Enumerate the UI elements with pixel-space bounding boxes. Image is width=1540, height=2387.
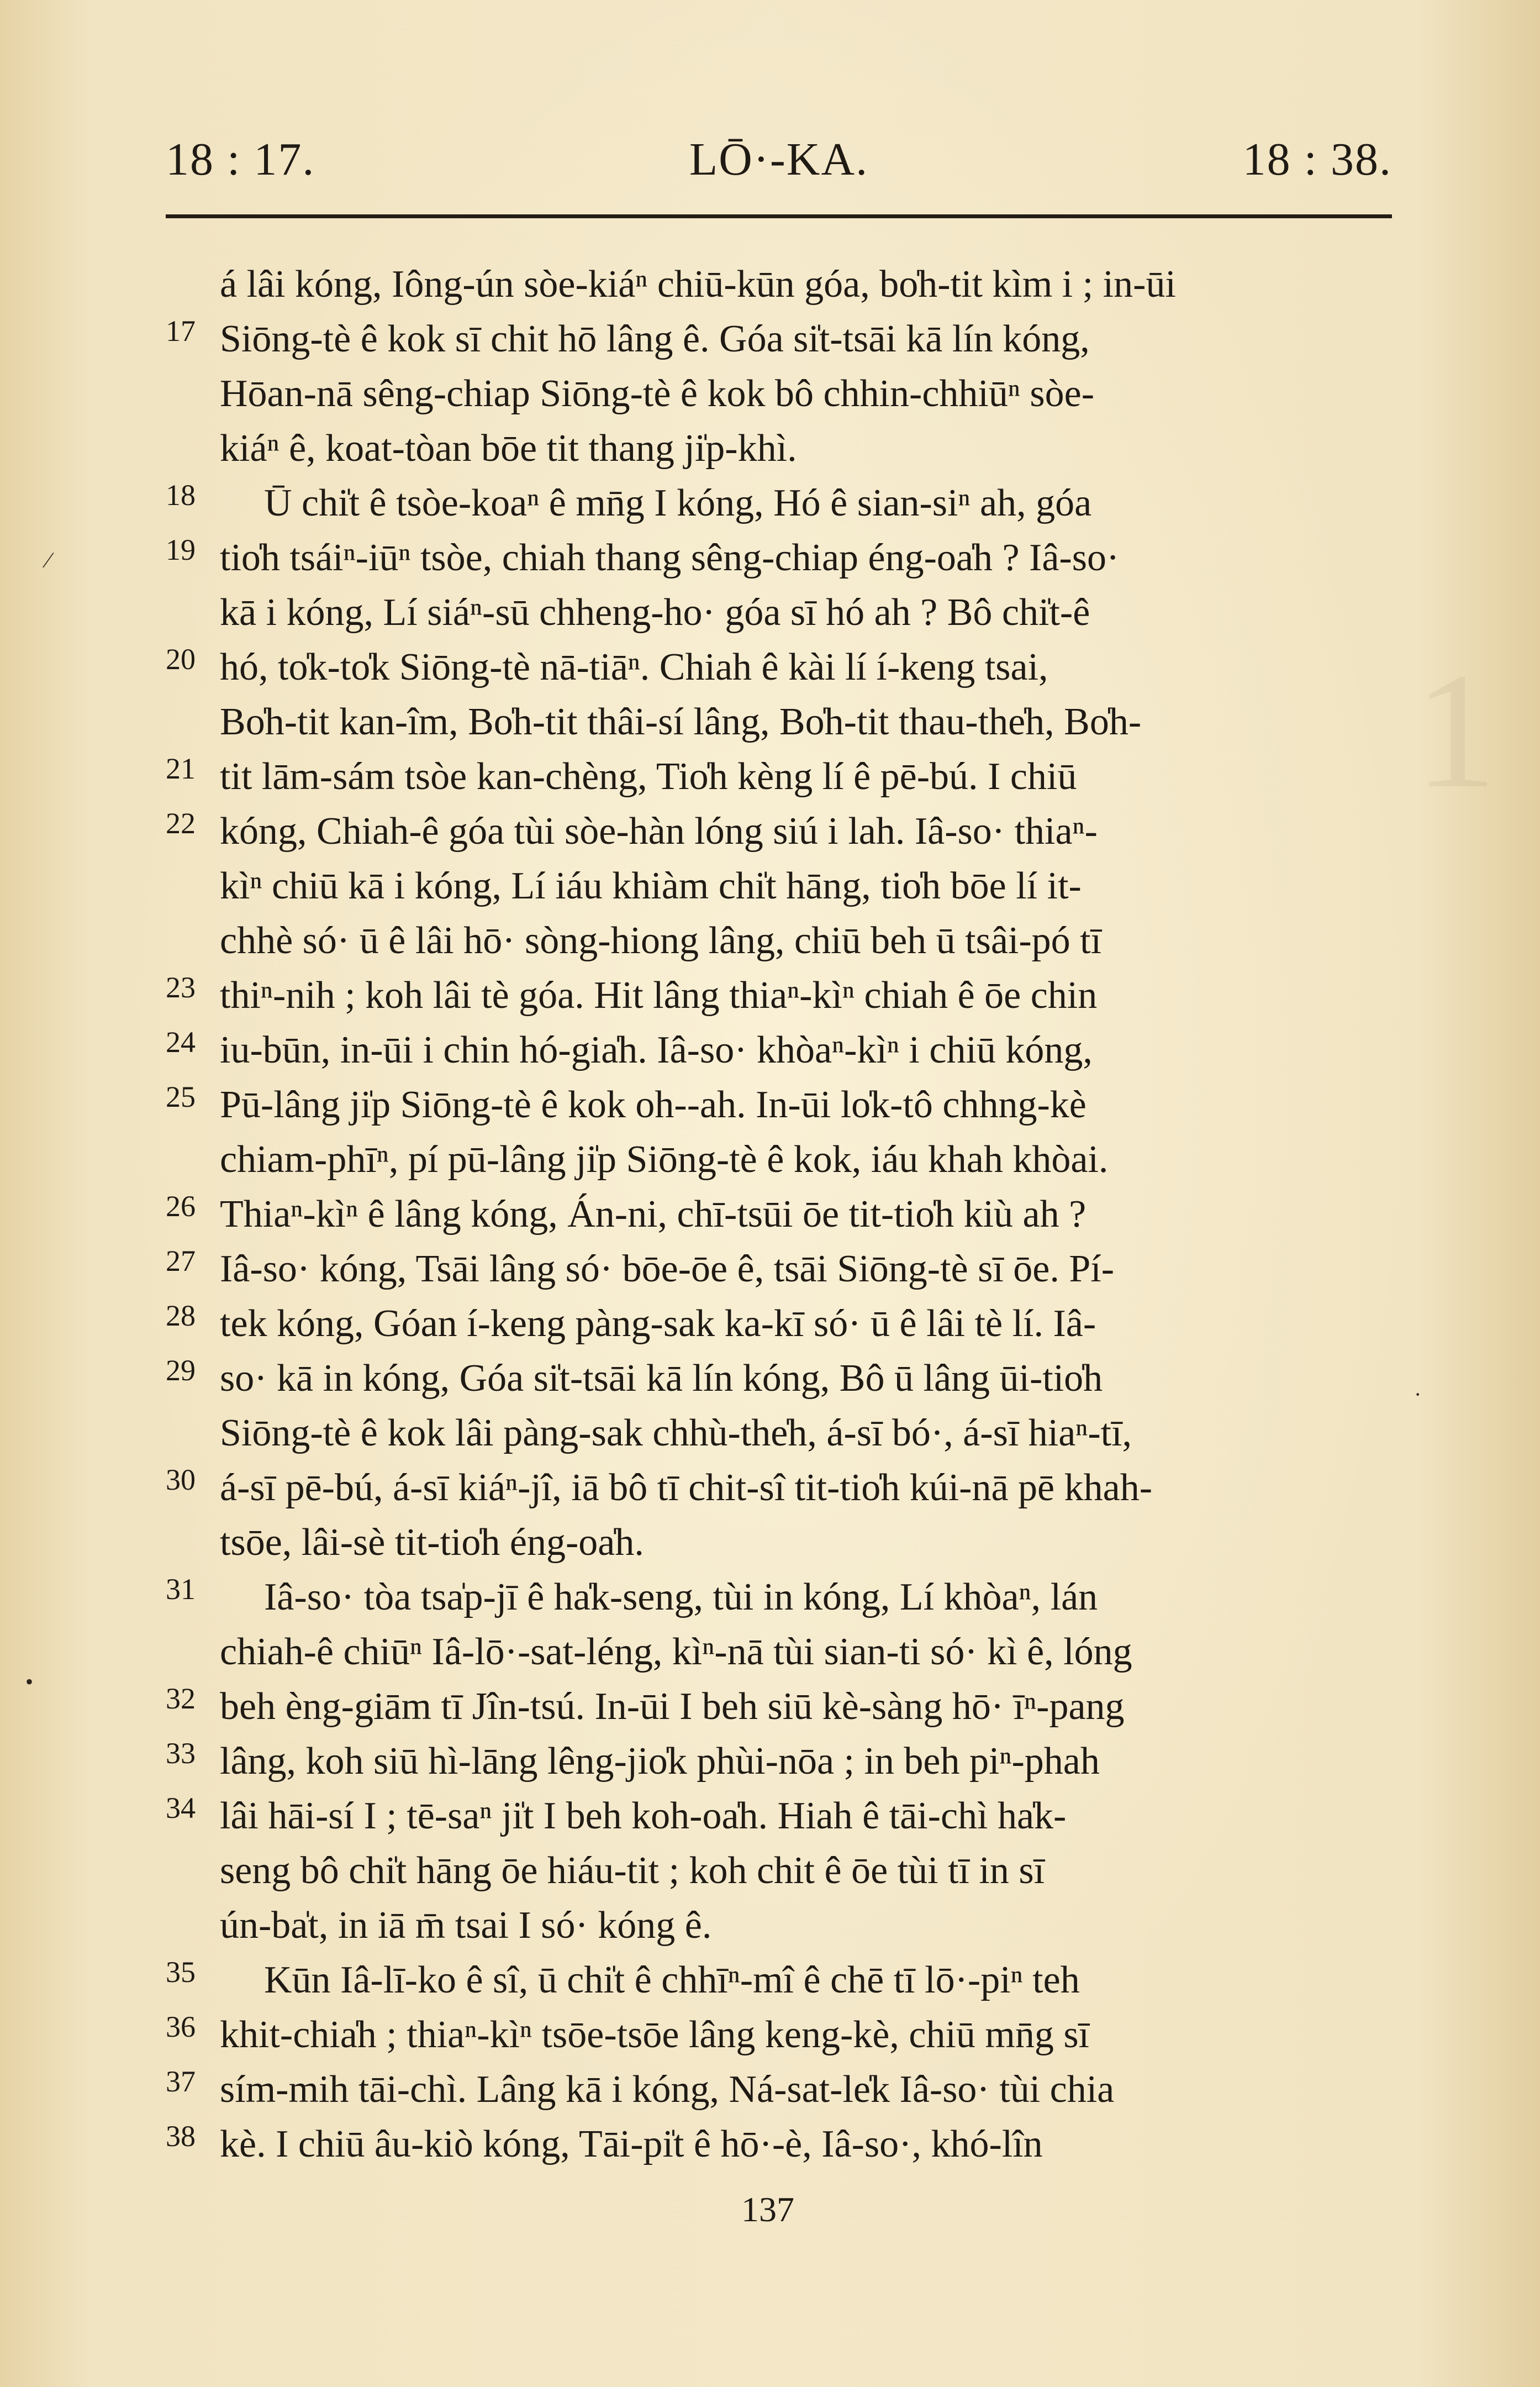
line-text: thiⁿ-nih ; koh lâi tè góa. Hit lâng thiaⁿ-kìⁿ chiah ê ōe chin bbox=[220, 974, 1098, 1017]
text-line bbox=[166, 1953, 1436, 2007]
text-line bbox=[166, 1734, 1436, 1789]
text-line bbox=[166, 1624, 1436, 1679]
verse-number: 26 bbox=[166, 1190, 196, 1223]
line-text: kā i kóng, Lí siáⁿ-sū chheng-ho· góa sī hó ah ? Bô chi̍t-ê bbox=[220, 591, 1090, 634]
text-line bbox=[166, 1460, 1436, 1515]
line-text: hó, to̍k-to̍k Siōng-tè nā-tiāⁿ. Chiah ê kài lí í-keng tsai, bbox=[220, 646, 1048, 688]
page-number: 137 bbox=[741, 2190, 794, 2229]
text-line bbox=[166, 1515, 1436, 1570]
text-line bbox=[166, 749, 1436, 804]
line-text: sím-mih tāi-chì. Lâng kā i kóng, Ná-sat-le̍k Iâ-so· tùi chia bbox=[220, 2068, 1115, 2111]
verse-number: 19 bbox=[166, 533, 196, 566]
line-text: Iâ-so· tòa tsa̍p-jī ê ha̍k-seng, tùi in kóng, Lí khòaⁿ, lán bbox=[264, 1576, 1098, 1618]
verse-number: 37 bbox=[166, 2065, 196, 2098]
line-text: tio̍h tsáiⁿ-iūⁿ tsòe, chiah thang sêng-chiap éng-oa̍h ? Iâ-so· bbox=[220, 537, 1120, 579]
text-line bbox=[166, 585, 1436, 640]
running-header bbox=[166, 133, 1392, 210]
header-verse-start: 18 : 17. bbox=[166, 134, 315, 185]
line-text: kóng, Chiah-ê góa tùi sòe-hàn lóng siú i lah. Iâ-so· thiaⁿ- bbox=[220, 810, 1098, 853]
line-text: Kūn Iâ-lī-ko ê sî, ū chi̍t ê chhīⁿ-mî ê chē tī lō·-piⁿ teh bbox=[264, 1959, 1080, 2001]
verse-number: 36 bbox=[166, 2010, 196, 2043]
verse-number: 29 bbox=[166, 1354, 196, 1387]
margin-dot: • bbox=[25, 1669, 34, 1694]
scripture-text bbox=[166, 257, 1436, 2172]
text-line bbox=[166, 640, 1436, 695]
line-text: tit lām-sám tsòe kan-chèng, Tio̍h kèng lí ê pē-bú. I chiū bbox=[220, 755, 1077, 798]
text-line bbox=[166, 1023, 1436, 1077]
text-line bbox=[166, 1898, 1436, 1953]
verse-number: 35 bbox=[166, 1955, 196, 1989]
text-line bbox=[166, 1843, 1436, 1898]
text-line bbox=[166, 1077, 1436, 1132]
line-text: khit-chia̍h ; thiaⁿ-kìⁿ tsōe-tsōe lâng keng-kè, chiū mn̄g sī bbox=[220, 2013, 1090, 2056]
verse-number: 38 bbox=[166, 2120, 196, 2153]
margin-mark: ⁄ bbox=[46, 548, 50, 572]
line-text: chiam-phīⁿ, pí pū-lâng ji̍p Siōng-tè ê kok, iáu khah khòai. bbox=[220, 1138, 1109, 1181]
text-line bbox=[166, 312, 1436, 366]
header-rule bbox=[166, 214, 1392, 218]
text-line bbox=[166, 1187, 1436, 1242]
line-text: seng bô chi̍t hāng ōe hiáu-tit ; koh chit ê ōe tùi tī in sī bbox=[220, 1849, 1045, 1892]
verse-number: 17 bbox=[166, 314, 196, 348]
text-line bbox=[166, 2117, 1436, 2172]
line-text: iu-būn, in-ūi i chin hó-gia̍h. Iâ-so· khòaⁿ-kìⁿ i chiū kóng, bbox=[220, 1029, 1093, 1071]
verse-number: 28 bbox=[166, 1299, 196, 1332]
line-text: lâi hāi-sí I ; tē-saⁿ ji̍t I beh koh-oa̍h. Hiah ê tāi-chì ha̍k- bbox=[220, 1795, 1067, 1837]
line-text: kìⁿ chiū kā i kóng, Lí iáu khiàm chi̍t hāng, tio̍h bōe lí it- bbox=[220, 865, 1082, 907]
verse-number: 25 bbox=[166, 1080, 196, 1113]
line-text: chhè só· ū ê lâi hō· sòng-hiong lâng, chiū beh ū tsâi-pó tī bbox=[220, 919, 1102, 962]
text-line bbox=[166, 366, 1436, 421]
text-line bbox=[166, 530, 1436, 585]
text-line bbox=[166, 1679, 1436, 1734]
verse-number: 33 bbox=[166, 1737, 196, 1770]
header-verse-end: 18 : 38. bbox=[1242, 134, 1392, 185]
line-text: Siōng-tè ê kok sī chit hō lâng ê. Góa si̍t-tsāi kā lín kóng, bbox=[220, 318, 1090, 360]
text-line bbox=[166, 1406, 1436, 1460]
line-text: á lâi kóng, Iông-ún sòe-kiáⁿ chiū-kūn góa, bo̍h-tit kìm i ; in-ūi bbox=[220, 263, 1176, 306]
text-line bbox=[166, 1242, 1436, 1296]
line-text: Ū chi̍t ê tsòe-koaⁿ ê mn̄g I kóng, Hó ê sian-siⁿ ah, góa bbox=[264, 482, 1092, 524]
line-text: á-sī pē-bú, á-sī kiáⁿ-jî, iā bô tī chit-sî tit-tio̍h kúi-nā pē khah- bbox=[220, 1466, 1152, 1509]
header-book-title: LŌ·-KA. bbox=[689, 134, 869, 185]
text-line bbox=[166, 1132, 1436, 1187]
line-text: kiáⁿ ê, koat-tòan bōe tit thang ji̍p-khì. bbox=[220, 427, 797, 470]
line-text: Bo̍h-tit kan-îm, Bo̍h-tit thâi-sí lâng, Bo̍h-tit thau-the̍h, Bo̍h- bbox=[220, 701, 1142, 743]
verse-number: 31 bbox=[166, 1573, 196, 1606]
line-text: Siōng-tè ê kok lâi pàng-sak chhù-the̍h, á-sī bó·, á-sī hiaⁿ-tī, bbox=[220, 1412, 1132, 1454]
line-text: tek kóng, Góan í-keng pàng-sak ka-kī só· ū ê lâi tè lí. Iâ- bbox=[220, 1302, 1096, 1345]
text-line bbox=[166, 859, 1436, 913]
text-line bbox=[166, 804, 1436, 859]
text-line bbox=[166, 1296, 1436, 1351]
verse-number: 23 bbox=[166, 971, 196, 1004]
verse-number: 22 bbox=[166, 807, 196, 840]
text-line bbox=[166, 421, 1436, 476]
text-line bbox=[166, 257, 1436, 312]
text-line bbox=[166, 1351, 1436, 1406]
verse-number: 18 bbox=[166, 479, 196, 512]
verse-number: 21 bbox=[166, 752, 196, 785]
text-line bbox=[166, 476, 1436, 530]
margin-dot: · bbox=[1414, 1382, 1422, 1407]
line-text: kè. I chiū âu-kiò kóng, Tāi-pi̍t ê hō·-è, Iâ-so·, khó-lîn bbox=[220, 2123, 1043, 2165]
line-text: lâng, koh siū hì-lāng lêng-jio̍k phùi-nōa ; in beh piⁿ-phah bbox=[220, 1740, 1100, 1783]
line-text: beh èng-giām tī Jîn-tsú. In-ūi I beh siū kè-sàng hō· īⁿ-pang bbox=[220, 1685, 1125, 1728]
line-text: tsōe, lâi-sè tit-tio̍h éng-oa̍h. bbox=[220, 1521, 644, 1564]
line-text: ún-ba̍t, in iā m̄ tsai I só· kóng ê. bbox=[220, 1904, 712, 1947]
line-text: Pū-lâng ji̍p Siōng-tè ê kok oh--ah. In-ūi lo̍k-tô chhng-kè bbox=[220, 1084, 1087, 1126]
verse-number: 27 bbox=[166, 1244, 196, 1277]
text-line bbox=[166, 1570, 1436, 1624]
text-line bbox=[166, 2007, 1436, 2062]
verse-number: 20 bbox=[166, 643, 196, 676]
bleed-through-mark: 1 bbox=[1414, 639, 1497, 822]
line-text: Hōan-nā sêng-chiap Siōng-tè ê kok bô chhin-chhiūⁿ sòe- bbox=[220, 372, 1094, 415]
verse-number: 24 bbox=[166, 1026, 196, 1059]
verse-number: 32 bbox=[166, 1682, 196, 1715]
line-text: chiah-ê chiūⁿ Iâ-lō·-sat-léng, kìⁿ-nā tùi sian-ti só· kì ê, lóng bbox=[220, 1631, 1132, 1673]
line-text: Thiaⁿ-kìⁿ ê lâng kóng, Án-ni, chī-tsūi ōe tit-tio̍h kiù ah ? bbox=[220, 1193, 1087, 1235]
text-line bbox=[166, 2062, 1436, 2117]
verse-number: 34 bbox=[166, 1791, 196, 1825]
text-line bbox=[166, 968, 1436, 1023]
line-text: Iâ-so· kóng, Tsāi lâng só· bōe-ōe ê, tsāi Siōng-tè sī ōe. Pí- bbox=[220, 1248, 1115, 1290]
text-line bbox=[166, 913, 1436, 968]
line-text: so· kā in kóng, Góa si̍t-tsāi kā lín kóng, Bô ū lâng ūi-tio̍h bbox=[220, 1357, 1103, 1400]
verse-number: 30 bbox=[166, 1463, 196, 1496]
text-line bbox=[166, 695, 1436, 749]
text-line bbox=[166, 1789, 1436, 1843]
